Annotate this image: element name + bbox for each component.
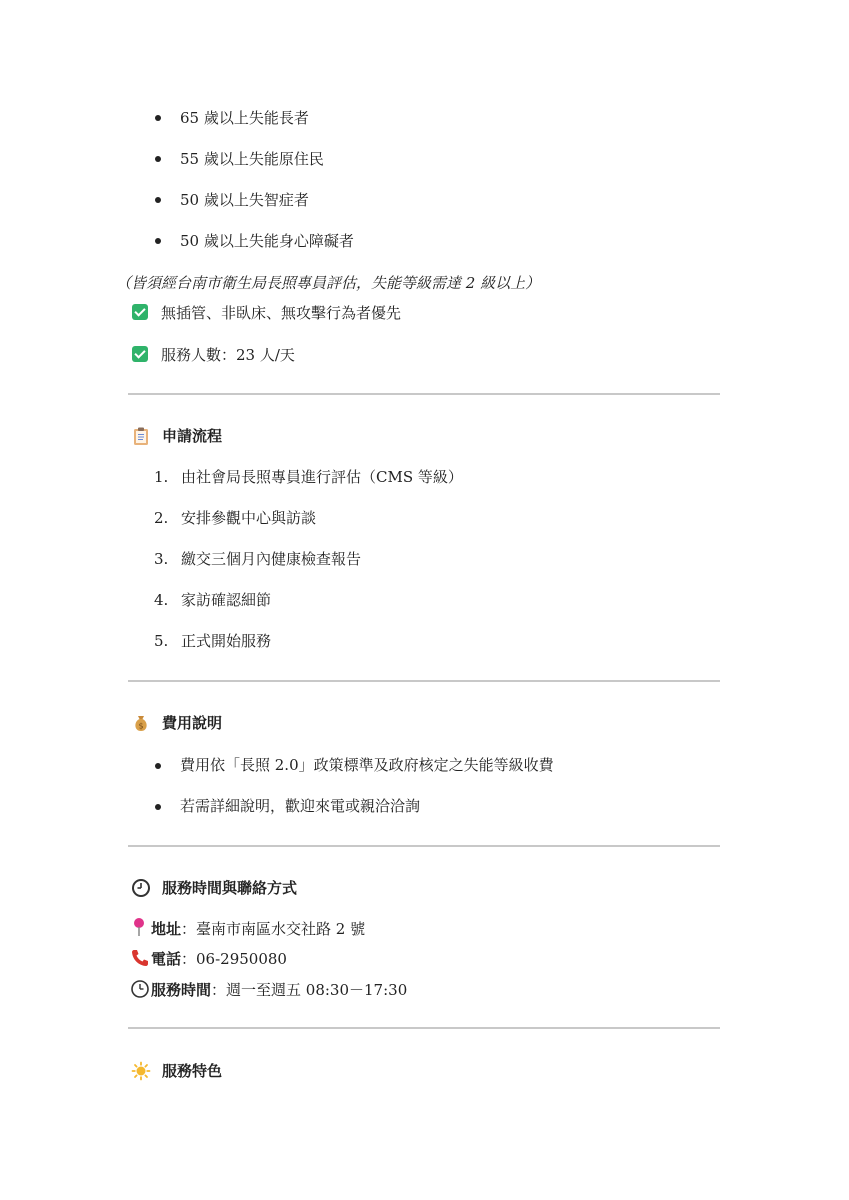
eligibility-item: 50 歲以上失能身心障礙者 [180, 232, 354, 250]
address-value: ：臺南市南區水交社路 2 號 [181, 920, 366, 938]
eligibility-item: 50 歲以上失智症者 [180, 191, 309, 209]
eligibility-note: （皆須經台南市衛生局長照專員評估，失能等級需達 2 級以上） [116, 274, 541, 292]
section-title-contact: 服務時間與聯絡方式 [162, 879, 298, 897]
check-item: 無插管、非臥床、無攻擊行為者優先 [161, 304, 402, 322]
process-step: 安排參觀中心與訪談 [181, 509, 317, 527]
bullet [155, 238, 161, 244]
section-divider [128, 680, 720, 682]
process-step: 家訪確認細節 [181, 591, 272, 609]
fee-item: 若需詳細說明，歡迎來電或親洽洽詢 [180, 797, 421, 815]
section-divider [128, 1027, 720, 1029]
phone-icon [130, 948, 150, 968]
address-label: 地址 [151, 920, 182, 938]
section-title-features: 服務特色 [162, 1062, 223, 1080]
eligibility-item: 65 歲以上失能長者 [180, 109, 309, 127]
hours-label: 服務時間 [151, 981, 212, 999]
eligibility-item: 55 歲以上失能原住民 [180, 150, 324, 168]
section-title-process: 申請流程 [162, 427, 223, 445]
process-step: 正式開始服務 [181, 632, 272, 650]
section-divider [128, 845, 720, 847]
check-item: 服務人數：23 人/天 [161, 346, 295, 364]
step-number: 1. [154, 468, 169, 486]
step-number: 2. [154, 509, 169, 527]
svg-text:$: $ [138, 721, 144, 731]
hours-line [151, 980, 407, 1000]
step-number: 3. [154, 550, 169, 568]
phone-value: ：06-2950080 [181, 950, 287, 968]
hours-value: ：週一至週五 08:30－17:30 [211, 981, 408, 999]
clock-icon [130, 979, 150, 999]
phone-line [151, 949, 287, 969]
clock-icon [131, 878, 151, 898]
bullet [155, 197, 161, 203]
pin-icon [131, 917, 147, 937]
fee-item: 費用依「長照 2.0」政策標準及政府核定之失能等級收費 [180, 756, 554, 774]
bullet [155, 115, 161, 121]
clipboard-icon [131, 426, 151, 446]
section-title-fees: 費用說明 [162, 714, 223, 732]
sun-icon [131, 1061, 151, 1081]
step-number: 4. [154, 591, 169, 609]
step-number: 5. [154, 632, 169, 650]
bullet [155, 763, 161, 769]
money-bag-icon [131, 713, 151, 733]
address-line [151, 919, 365, 939]
check-icon [132, 304, 148, 320]
check-icon [132, 346, 148, 362]
bullet [155, 156, 161, 162]
process-step: 由社會局長照專員進行評估（CMS 等級） [181, 468, 463, 486]
section-divider [128, 393, 720, 395]
process-step: 繳交三個月內健康檢查報告 [181, 550, 362, 568]
phone-label: 電話 [151, 950, 182, 968]
bullet [155, 804, 161, 810]
